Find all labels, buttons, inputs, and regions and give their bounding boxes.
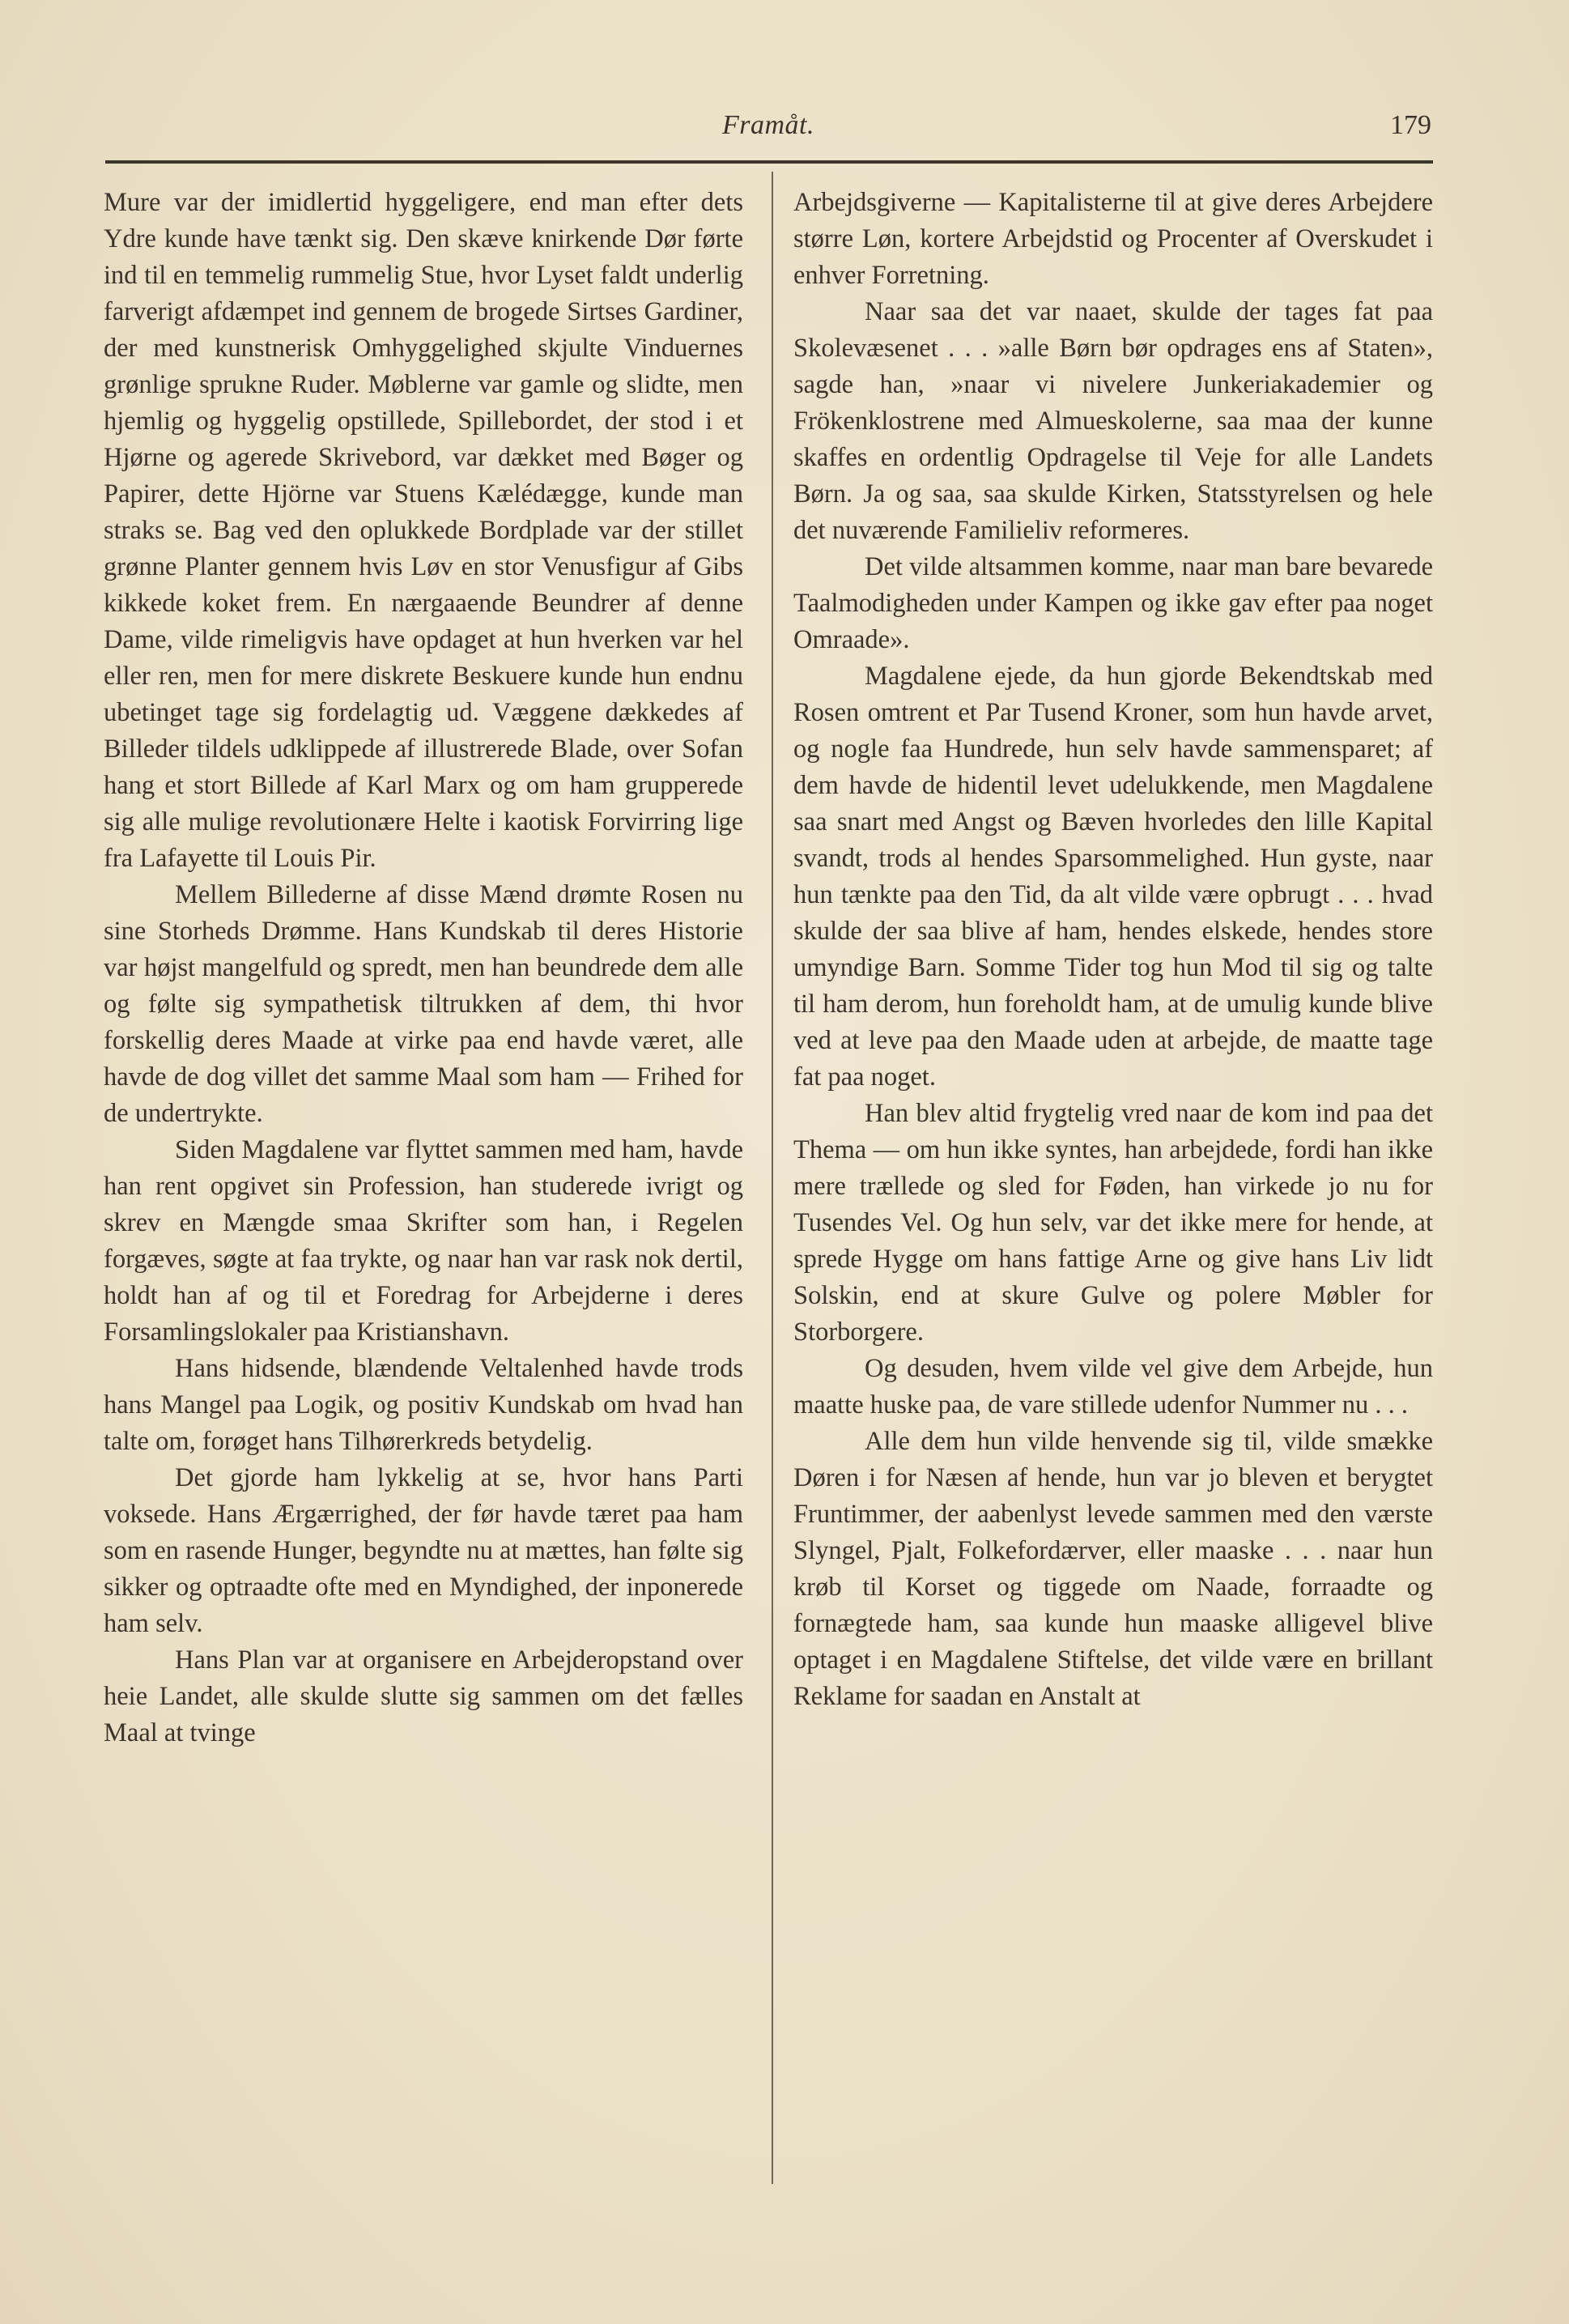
paragraph: Arbejdsgiverne — Kapitalisterne til at give deres Arbejdere større Løn, kortere Arbejdstid og Procenter af Overskudet i enhver Forretning.	[793, 188, 1433, 290]
running-header	[105, 104, 1431, 144]
journal-title: Framåt.	[722, 110, 814, 140]
paragraph: Hans hidsende, blændende Veltalenhed havde trods hans Mangel paa Logik, og positiv Kundskab om hvad han talte om, forøget hans Tilhørerkreds betydelig.	[104, 1354, 743, 1456]
paragraph: Det vilde altsammen komme, naar man bare bevarede Taalmodigheden under Kampen og ikke gav efter paa noget Omraade».	[793, 552, 1433, 654]
paragraph: Hans Plan var at organisere en Arbejderopstand over heie Landet, alle skulde slutte sig sammen om det fælles Maal at tvinge	[104, 1645, 743, 1747]
paragraph: Naar saa det var naaet, skulde der tages fat paa Skolevæsenet . . . »alle Børn bør opdrages ens af Staten», sagde han, »naar vi nivelere Junkeriakademier og Frökenklostrene med Almueskolerne, saa maa der kunne skaffes en ordentlig Opdragelse til Veje for alle Landets Børn. Ja og saa, saa skulde Kirken, Statsstyrelsen og hele det nuværende Familieliv reformeres.	[793, 297, 1433, 545]
paragraph: Mellem Billederne af disse Mænd drømte Rosen nu sine Storheds Drømme. Hans Kundskab til deres Historie var højst mangelfuld og spredt, men han beundrede dem alle og følte sig sympathetisk tiltrukken af dem, thi hvor forskellig deres Maade at virke paa end havde været, alle havde de dog villet det samme Maal som ham — Frihed for de undertrykte.	[104, 880, 743, 1128]
paragraph: Og desuden, hvem vilde vel give dem Arbejde, hun maatte huske paa, de vare stillede udenfor Nummer nu . . .	[793, 1354, 1433, 1420]
paragraph: Det gjorde ham lykkelig at se, hvor hans Parti voksede. Hans Ærgærrighed, der før havde tæret paa ham som en rasende Hunger, begyndte nu at mættes, han følte sig sikker og optraadte ofte med en Myndighed, der inponerede ham selv.	[104, 1463, 743, 1638]
paragraph: Han blev altid frygtelig vred naar de kom ind paa det Thema — om hun ikke syntes, han arbejdede, fordi han ikke mere trællede og sled for Føden, han virkede jo nu for Tusendes Vel. Og hun selv, var det ikke mere for hende, at sprede Hygge om hans fattige Arne og give hans Liv lidt Solskin, end at skure Gulve og polere Møbler for Storborgere.	[793, 1099, 1433, 1347]
header-rule	[105, 160, 1433, 164]
column-divider	[772, 172, 773, 2184]
paragraph: Siden Magdalene var flyttet sammen med ham, havde han rent opgivet sin Profession, han studerede ivrigt og skrev en Mængde smaa Skrifter som han, i Regelen forgæves, søgte at faa trykte, og naar han var rask nok dertil, holdt han af og til et Foredrag for Arbejderne i deres Forsamlingslokaler paa Kristianshavn.	[104, 1135, 743, 1347]
paragraph: Magdalene ejede, da hun gjorde Bekendtskab med Rosen omtrent et Par Tusend Kroner, som hun havde arvet, og nogle faa Hundrede, hun selv havde sammensparet; af dem havde de hidentil levet udelukkende, men Magdalene saa snart med Angst og Bæven hvorledes den lille Kapital svandt, trods al hendes Sparsommelighed. Hun gyste, naar hun tænkte paa den Tid, da alt vilde være opbrugt . . . hvad skulde der saa blive af ham, hendes elskede, hendes store umyndige Barn. Somme Tider tog hun Mod til sig og talte til ham derom, hun foreholdt ham, at de umulig kunde blive ved at leve paa den Maade uden at arbejde, de maatte tage fat paa noget.	[793, 662, 1433, 1092]
right-column	[793, 185, 1433, 1715]
paragraph: Mure var der imidlertid hyggeligere, end man efter dets Ydre kunde have tænkt sig. Den skæve knirkende Dør førte ind til en temmelig rummelig Stue, hvor Lyset faldt underlig farverigt afdæmpet ind gennem de brogede Sirtses Gardiner, der med kunstnerisk Omhyggelighed skjulte Vinduernes grønlige sprukne Ruder. Møblerne var gamle og slidte, men hjemlig og hyggelig opstillede, Spillebordet, der stod i et Hjørne og agerede Skrivebord, var dækket med Bøger og Papirer, dette Hjörne var Stuens Kælédægge, kunde man straks se. Bag ved den oplukkede Bordplade var der stillet grønne Planter gennem hvis Løv en stor Venusfigur af Gibs kikkede koket frem. En nærgaaende Beundrer af denne Dame, vilde rimeligvis have opdaget at hun hverken var hel eller ren, men for mere diskrete Beskuere kunde hun endnu ubetinget tage sig fordelagtig ud. Væggene dækkedes af Billeder tildels udklippede af illustrerede Blade, over Sofan hang et stort Billede af Karl Marx og om ham grupperede sig alle mulige revolutionære Helte i kaotisk Forvirring lige fra Lafayette til Louis Pir.	[104, 188, 743, 873]
paragraph: Alle dem hun vilde henvende sig til, vilde smække Døren i for Næsen af hende, hun var jo bleven et berygtet Fruntimmer, der aabenlyst levede sammen med den værste Slyngel, Pjalt, Folkefordærver, eller maaske . . . naar hun krøb til Korset og tiggede om Naade, forraadte og fornægtede ham, saa kunde hun maaske alligevel blive optaget i en Magdalene Stiftelse, det vilde være en brillant Reklame for saadan en Anstalt at	[793, 1427, 1433, 1711]
left-column	[104, 185, 743, 1752]
page-number: 179	[1390, 110, 1431, 140]
